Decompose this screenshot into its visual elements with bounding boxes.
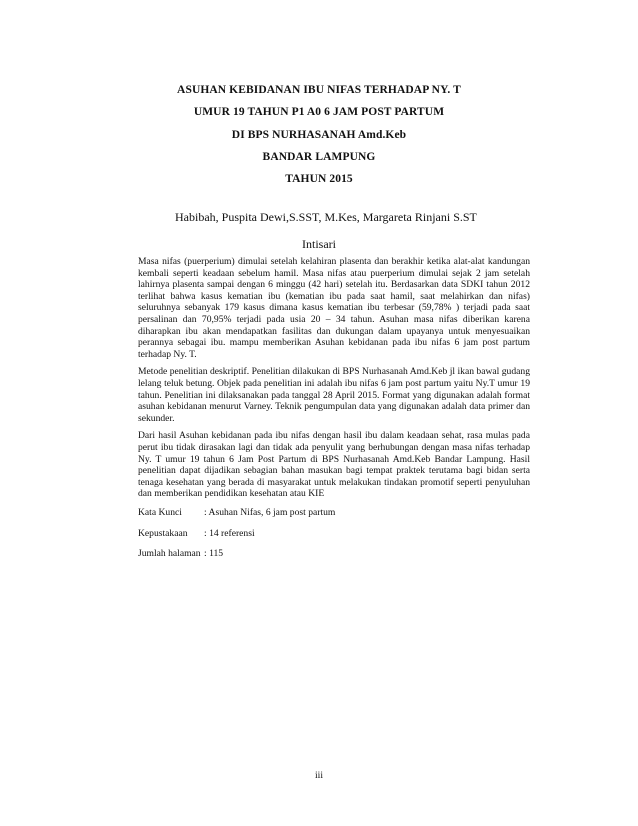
title-line-3: DI BPS NURHASANAH Amd.Keb — [231, 129, 407, 141]
references-row — [138, 528, 255, 539]
references-label: Kepustakaan — [138, 528, 188, 539]
title-line-5: TAHUN 2015 — [285, 173, 353, 185]
keywords-row — [138, 507, 335, 518]
pages-row — [138, 548, 223, 559]
keywords-label: Kata Kunci — [138, 507, 182, 518]
section-title: Intisari — [302, 237, 336, 251]
abstract-paragraph-2: Metode penelitian deskriptif. Penelitian dilakukan di BPS Nurhasanah Amd.Keb jl ikan bawal gudang lelang teluk betung. Objek pada penelitian ini adalah ibu nifas 6 jam post partum yaitu Ny.T umur 19 tahun. Penelitian ini dilaksanakan pada tanggal 28 April 2015. Format yang digunakan adalah format asuhan kebidanan menurut Varney. Teknik pengumpulan data yang digunakan adalah data primer dan sekunder. — [138, 366, 530, 424]
pages-value: : 115 — [204, 548, 224, 559]
title-line-2: UMUR 19 TAHUN P1 A0 6 JAM POST PARTUM — [193, 106, 445, 118]
abstract — [138, 256, 530, 506]
abstract-paragraph-1: Masa nifas (puerperium) dimulai setelah kelahiran plasenta dan berakhir ketika alat-alat kandungan kembali seperti keadaan sebelum hamil. Masa nifas atau puerperium dimulai sejak 2 jam setelah lahirnya plasenta sampai dengan 6 minggu (42 hari) setelah itu. Berdasarkan data SDKI tahun 2012 terlihat bahwa kasus kematian ibu (kematian ibu pada saat hamil, saat melahirkan dan nifas) seluruhnya sebanyak 179 kasus dimana kasus kematian ibu terbesar (59,78% ) terjadi pada saat persalinan dan 70,95% terjadi pada usia 20 – 34 tahun. Asuhan masa nifas diberikan karena diharapkan ibu akan mendapatkan fasilitas dan dukungan dalam upayanya untuk menyesuaikan perannya sebagai ibu. mampu memberikan Asuhan kebidanan pada ibu nifas 6 jam post partum terhadap Ny. T. — [138, 256, 530, 360]
references-value: : 14 referensi — [204, 528, 255, 539]
authors: Habibah, Puspita Dewi,S.SST, M.Kes, Margareta Rinjani S.ST — [175, 210, 477, 224]
page-number: iii — [315, 770, 323, 781]
title-line-1: ASUHAN KEBIDANAN IBU NIFAS TERHADAP NY. T — [177, 84, 461, 96]
abstract-paragraph-3: Dari hasil Asuhan kebidanan pada ibu nifas dengan hasil ibu dalam keadaan sehat, rasa mulas pada perut ibu tidak dirasakan lagi dan tidak ada penyulit yang berhubungan dengan masa nifas terhadap Ny. T umur 19 tahun 6 Jam Post Partum di BPS Nurhasanah Amd.Keb Bandar Lampung. Hasil penelitian dapat dijadikan sebagian bahan masukan bagi tempat praktek terutama bagi bidan serta tenaga kesehatan yang berada di masyarakat untuk melakukan tindakan promotif seperti penyuluhan dan memberikan pendidikan kesehatan atau KIE — [138, 430, 530, 500]
keywords-value: : Asuhan Nifas, 6 jam post partum — [204, 507, 336, 518]
pages-label: Jumlah halaman — [138, 548, 201, 559]
title-line-4: BANDAR LAMPUNG — [262, 151, 376, 163]
